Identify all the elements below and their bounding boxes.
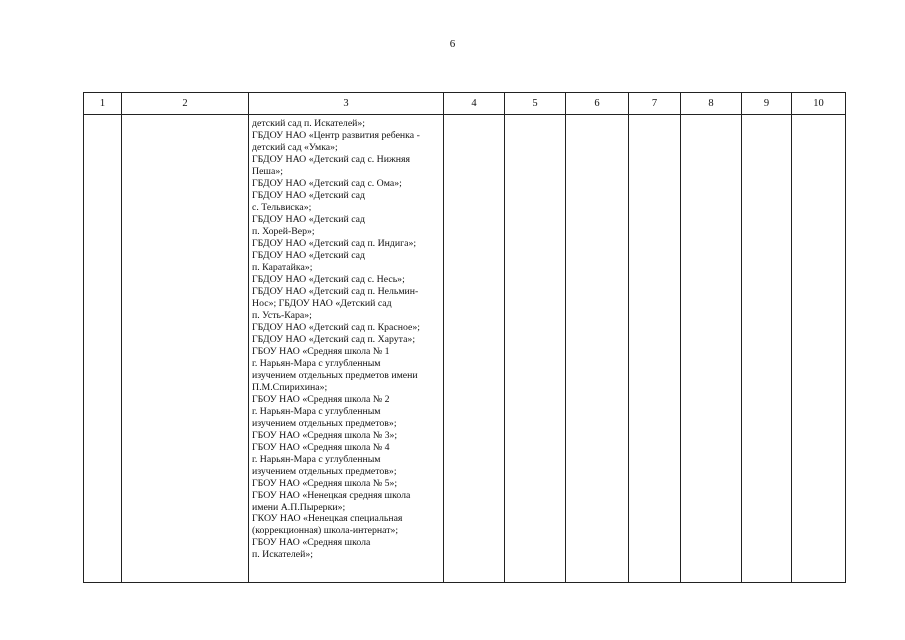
text-line: ГБДОУ НАО «Центр развития ребенка - [252,129,420,141]
text-line: ГБДОУ НАО «Детский сад [252,249,365,261]
column-header-9: 9 [742,93,792,115]
text-line: (коррекционная) школа-интернат»; [252,525,399,537]
column-header-8: 8 [681,93,742,115]
column-header-6: 6 [566,93,629,115]
text-line: ГБОУ НАО «Средняя школа [252,537,371,549]
header-row [84,93,846,115]
cell-col-7 [629,115,681,583]
column-header-7: 7 [629,93,681,115]
cell-col-9 [742,115,792,583]
text-line: с. Тельвиска»; [252,201,312,213]
text-line: П.М.Спирихина»; [252,381,328,393]
column-header-5: 5 [505,93,566,115]
cell-col-5 [505,115,566,583]
cell-col-10 [792,115,846,583]
text-line: детский сад п. Искателей»; [252,118,366,129]
text-line: ГКОУ НАО «Ненецкая специальная [252,513,403,525]
text-line: детский сад «Умка»; [252,141,338,153]
text-line: г. Нарьян-Мара с углубленным [252,453,381,465]
column-header-10: 10 [792,93,846,115]
text-line: ГБДОУ НАО «Детский сад с. Ома»; [252,177,402,189]
cell-col-8 [681,115,742,583]
data-table [83,92,846,583]
text-line: г. Нарьян-Мара с углубленным [252,357,381,369]
text-line: Нос»; ГБДОУ НАО «Детский сад [252,297,392,309]
page-number: 6 [449,38,456,50]
text-line: ГБОУ НАО «Средняя школа № 2 [252,393,390,405]
cell-col-6 [566,115,629,583]
institution-list [249,115,443,561]
text-line: ГБДОУ НАО «Детский сад с. Нижняя [252,153,411,165]
text-line: ГБДОУ НАО «Детский сад п. Индига»; [252,237,417,249]
text-line: ГБДОУ НАО «Детский сад п. Харута»; [252,333,416,345]
text-line: ГБОУ НАО «Средняя школа № 3»; [252,429,398,441]
text-line: ГБДОУ НАО «Детский сад п. Нельмин- [252,285,419,297]
cell-col-1 [84,115,122,583]
text-line: ГБДОУ НАО «Детский сад п. Красное»; [252,321,420,333]
text-line: ГБДОУ НАО «Детский сад [252,213,365,225]
text-line: Пеша»; [252,165,283,177]
text-line: ГБОУ НАО «Средняя школа № 1 [252,345,390,357]
text-line: п. Каратайка»; [252,261,313,273]
cell-col-2 [122,115,249,583]
text-line: ГБДОУ НАО «Детский сад с. Несь»; [252,273,405,285]
text-line: изучением отдельных предметов имени [252,369,418,381]
text-line: г. Нарьян-Мара с углубленным [252,405,381,417]
text-line: ГБДОУ НАО «Детский сад [252,189,365,201]
text-line: п. Усть-Кара»; [252,309,312,321]
column-header-2: 2 [122,93,249,115]
text-line: ГБОУ НАО «Ненецкая средняя школа [252,489,411,501]
text-line: ГБОУ НАО «Средняя школа № 5»; [252,477,398,489]
text-line: п. Хорей-Вер»; [252,225,315,237]
text-line: изучением отдельных предметов»; [252,417,397,429]
text-line: п. Искателей»; [252,549,314,561]
table-row [84,115,846,583]
text-line: изучением отдельных предметов»; [252,465,397,477]
cell-col-4 [444,115,505,583]
column-header-4: 4 [444,93,505,115]
column-header-3: 3 [249,93,444,115]
cell-col-3 [249,115,444,583]
column-header-1: 1 [84,93,122,115]
text-line: имени А.П.Пырерки»; [252,501,346,513]
text-line: ГБОУ НАО «Средняя школа № 4 [252,441,390,453]
